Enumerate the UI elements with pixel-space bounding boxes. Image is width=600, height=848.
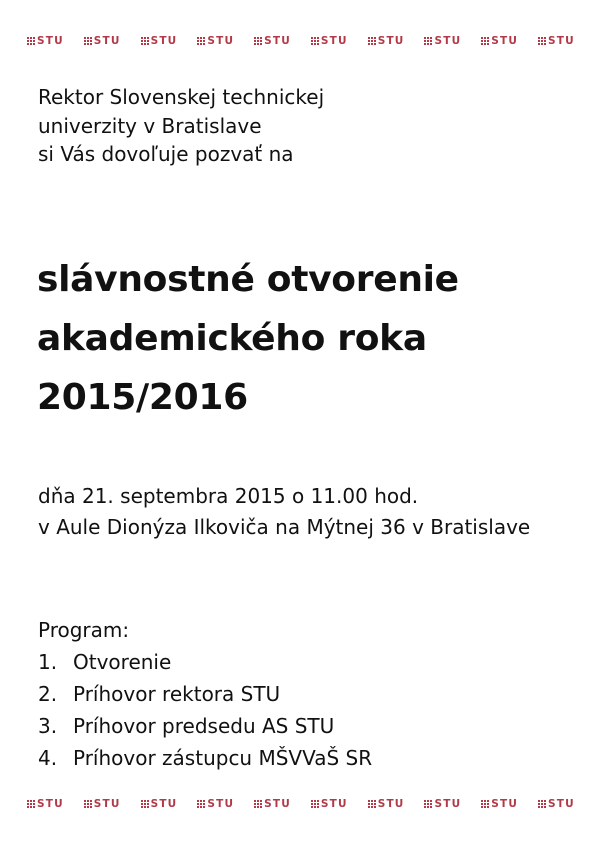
stu-dots-icon <box>141 37 149 45</box>
stu-logo <box>27 797 64 811</box>
intro-text <box>38 83 558 169</box>
stu-logo <box>424 34 461 48</box>
stu-dots-icon <box>424 37 432 45</box>
stu-logo-text: STU <box>434 798 462 810</box>
stu-logo-text: STU <box>491 35 519 47</box>
stu-dots-icon <box>481 37 489 45</box>
stu-logo-text: STU <box>150 35 178 47</box>
stu-logo <box>424 797 461 811</box>
intro-line: univerzity v Bratislave <box>38 113 262 138</box>
program-item-number: 1. <box>38 650 58 674</box>
stu-logo-text: STU <box>377 35 405 47</box>
stu-logo-text: STU <box>491 798 519 810</box>
stu-dots-icon <box>197 800 205 808</box>
stu-logo-text: STU <box>264 798 291 810</box>
program-item-number: 4. <box>38 746 58 770</box>
stu-logo <box>538 34 575 48</box>
stu-logo <box>368 34 405 48</box>
intro-line: si Vás dovoľuje pozvať na <box>38 142 294 166</box>
stu-logo <box>27 34 64 48</box>
stu-logo <box>538 797 575 811</box>
stu-dots-icon <box>141 800 149 808</box>
stu-logo <box>481 797 518 811</box>
stu-logo <box>84 797 121 811</box>
header-logo-row <box>27 34 575 48</box>
program-section <box>38 614 578 774</box>
stu-dots-icon <box>368 800 376 808</box>
stu-logo-text: STU <box>93 35 121 47</box>
program-item <box>38 742 578 774</box>
footer-logo-row <box>27 797 575 811</box>
stu-logo-text: STU <box>320 798 348 810</box>
program-item-number: 3. <box>38 714 58 738</box>
stu-logo-text: STU <box>434 35 462 47</box>
event-title-line: akademického roka <box>37 318 427 359</box>
stu-dots-icon <box>424 800 432 808</box>
program-item-text: Príhovor predsedu AS STU <box>73 714 335 738</box>
stu-logo-text: STU <box>320 35 348 47</box>
stu-logo-text: STU <box>37 35 64 47</box>
program-item-text: Otvorenie <box>73 650 172 674</box>
stu-dots-icon <box>538 37 546 45</box>
stu-logo-text: STU <box>207 35 235 47</box>
program-item <box>38 678 578 710</box>
stu-logo-text: STU <box>93 798 121 810</box>
program-item <box>38 710 578 742</box>
stu-dots-icon <box>311 800 319 808</box>
program-item <box>38 646 578 678</box>
intro-line: Rektor Slovenskej technickej <box>38 85 325 109</box>
stu-dots-icon <box>311 37 319 45</box>
stu-logo <box>197 34 234 48</box>
stu-logo-text: STU <box>207 798 235 810</box>
event-title <box>37 250 577 427</box>
stu-logo-text: STU <box>377 798 405 810</box>
program-item-text: Príhovor zástupcu MŠVVaŠ SR <box>73 746 373 770</box>
stu-logo <box>481 34 518 48</box>
stu-logo-text: STU <box>548 798 575 810</box>
stu-logo <box>141 34 178 48</box>
stu-logo <box>311 797 348 811</box>
stu-dots-icon <box>538 800 546 808</box>
stu-logo <box>311 34 348 48</box>
event-venue: v Aule Dionýza Ilkoviča na Mýtnej 36 v Bratislave <box>38 515 531 539</box>
stu-logo <box>254 797 291 811</box>
stu-dots-icon <box>368 37 376 45</box>
stu-logo-text: STU <box>150 798 178 810</box>
stu-dots-icon <box>197 37 205 45</box>
event-details <box>38 481 578 543</box>
stu-logo <box>254 34 291 48</box>
stu-dots-icon <box>481 800 489 808</box>
program-title: Program: <box>38 618 130 642</box>
stu-logo-text: STU <box>37 798 64 810</box>
stu-logo <box>368 797 405 811</box>
program-item-text: Príhovor rektora STU <box>73 682 281 706</box>
stu-dots-icon <box>84 800 92 808</box>
program-item-number: 2. <box>38 682 58 706</box>
stu-dots-icon <box>27 800 35 808</box>
stu-dots-icon <box>254 800 262 808</box>
event-title-line: 2015/2016 <box>37 377 248 418</box>
stu-dots-icon <box>84 37 92 45</box>
stu-dots-icon <box>254 37 262 45</box>
event-title-line: slávnostné otvorenie <box>37 259 459 300</box>
stu-logo <box>84 34 121 48</box>
stu-dots-icon <box>27 37 35 45</box>
stu-logo-text: STU <box>264 35 291 47</box>
stu-logo <box>141 797 178 811</box>
event-date: dňa 21. septembra 2015 o 11.00 hod. <box>38 484 419 508</box>
stu-logo-text: STU <box>548 35 575 47</box>
stu-logo <box>197 797 234 811</box>
